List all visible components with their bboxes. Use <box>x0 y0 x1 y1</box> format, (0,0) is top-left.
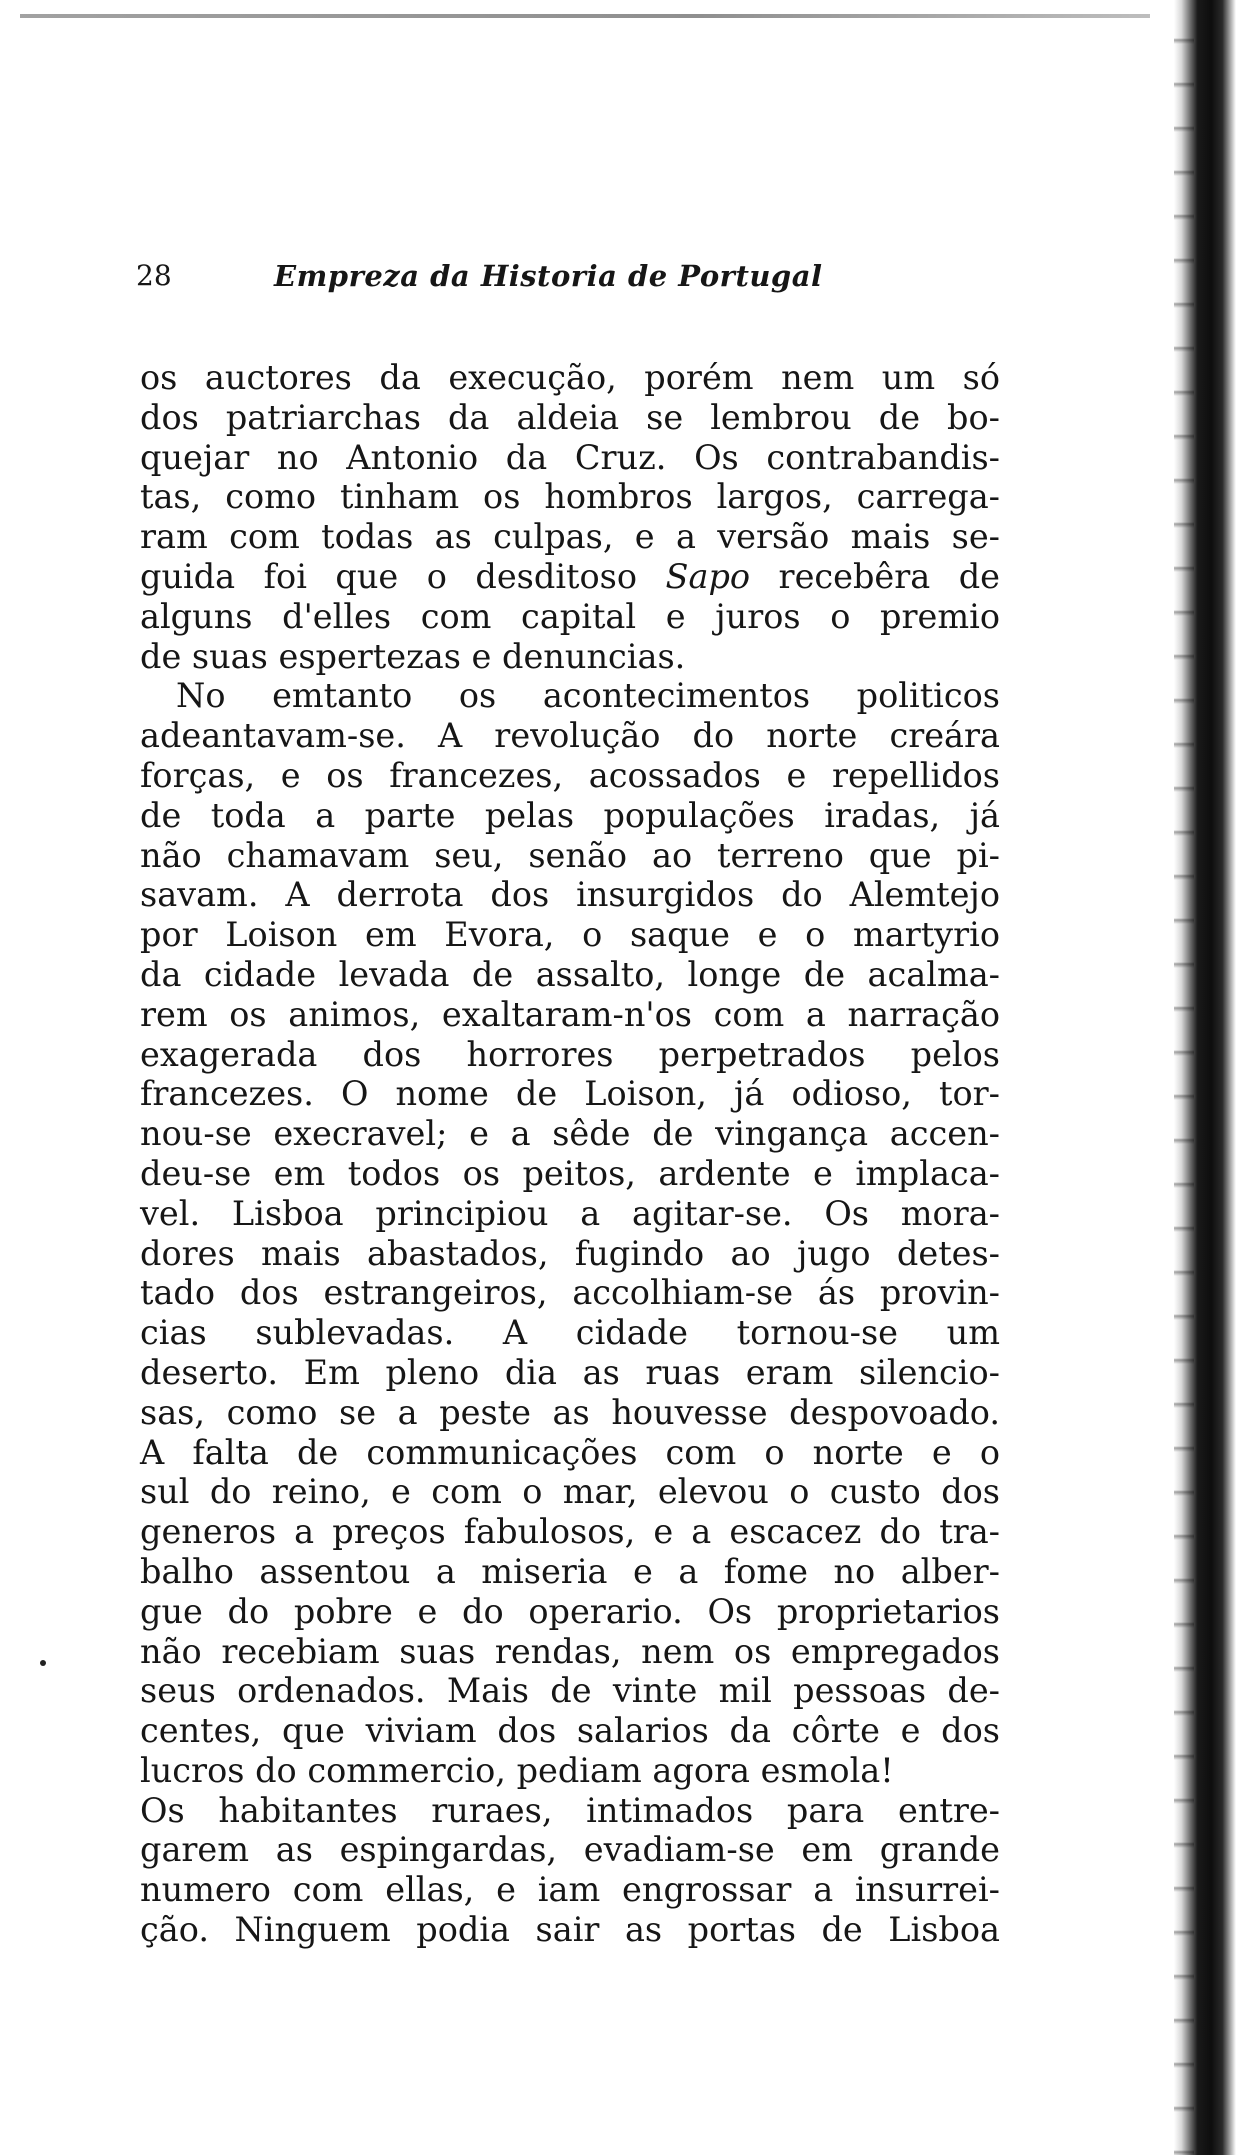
top-edge-rule <box>20 14 1150 18</box>
text-line: dores mais abastados, fugindo ao jugo detes- <box>140 1233 1000 1273</box>
text-line: por Loison em Evora, o saque e o martyrio <box>140 915 1000 955</box>
text-line: sas, como se a peste as houvesse despovoado. <box>140 1392 1000 1432</box>
ink-speck <box>40 1660 46 1666</box>
text-line: cias sublevadas. A cidade tornou-se um <box>140 1313 1000 1353</box>
text-line: francezes. O nome de Loison, já odioso, tor- <box>140 1074 1000 1114</box>
text-line: de suas espertezas e denuncias. <box>140 636 686 676</box>
text-line: gue do pobre e do operario. Os proprietarios <box>140 1591 1000 1631</box>
text-line: não chamavam seu, senão ao terreno que pi- <box>140 835 1000 875</box>
text-line: alguns d'elles com capital e juros o premio <box>140 596 1000 636</box>
text-line: deserto. Em pleno dia as ruas eram silencio- <box>140 1352 1000 1392</box>
text-line: exagerada dos horrores perpetrados pelos <box>140 1034 1000 1074</box>
text-line: ram com todas as culpas, e a versão mais se- <box>140 517 1000 557</box>
text-line: generos a preços fabulosos, e a escacez do tra- <box>140 1512 1000 1552</box>
text-line: quejar no Antonio da Cruz. Os contrabandis- <box>140 437 1000 477</box>
text-line: garem as espingardas, evadiam-se em grande <box>140 1830 1000 1870</box>
page-binding-edge <box>1174 0 1236 2155</box>
text-line: os auctores da execução, porém nem um só <box>140 358 1000 397</box>
text-line: seus ordenados. Mais de vinte mil pessoas de- <box>140 1671 1000 1711</box>
text-line: rem os animos, exaltaram-n'os com a narração <box>140 994 1000 1034</box>
text-line: adeantavam-se. A revolução do norte creára <box>140 716 1000 756</box>
text-line: nou-se execravel; e a sêde de vingança accen- <box>140 1114 1000 1154</box>
text-line: balho assentou a miseria e a fome no alber- <box>140 1551 1000 1591</box>
text-line: não recebiam suas rendas, nem os empregados <box>140 1631 1000 1671</box>
text-line: dos patriarchas da aldeia se lembrou de bo- <box>140 397 1000 437</box>
italic-name: Sapo <box>665 556 751 596</box>
text-line: da cidade levada de assalto, longe de acalma- <box>140 954 1000 994</box>
running-head-title: Empreza da Historia de Portugal <box>274 259 823 293</box>
text-line: tas, como tinham os hombros largos, carrega- <box>140 477 1000 517</box>
text-line: ção. Ninguem podia sair as portas de Lisboa <box>140 1910 1000 1950</box>
text-line: lucros do commercio, pediam agora esmola! <box>140 1750 894 1790</box>
text-line: vel. Lisboa principiou a agitar-se. Os mora- <box>140 1193 1000 1233</box>
text-line-with-italic: guida foi que o desditoso Sapo recebêra de <box>140 556 1000 596</box>
text-line: Os habitantes ruraes, intimados para entre- <box>140 1790 1000 1830</box>
text-line: sul do reino, e com o mar, elevou o custo dos <box>140 1472 1000 1512</box>
text-line: A falta de communicações com o norte e o <box>140 1432 1000 1472</box>
body-text <box>140 358 1000 1950</box>
text-line: tado dos estrangeiros, accolhiam-se ás provin- <box>140 1273 1000 1313</box>
text-line: forças, e os francezes, acossados e repellidos <box>140 755 1000 795</box>
text-line: numero com ellas, e iam engrossar a insurrei- <box>140 1870 1000 1910</box>
text-line: centes, que viviam dos salarios da côrte e dos <box>140 1711 1000 1751</box>
text-line: savam. A derrota dos insurgidos do Alemtejo <box>140 875 1000 915</box>
page-number: 28 <box>136 259 172 292</box>
text-line: de toda a parte pelas populações iradas, já <box>140 795 1000 835</box>
running-head <box>136 256 876 296</box>
paragraph-start-line: No emtanto os acontecimentos politicos <box>176 676 1000 716</box>
text-line: deu-se em todos os peitos, ardente e implaca- <box>140 1153 1000 1193</box>
